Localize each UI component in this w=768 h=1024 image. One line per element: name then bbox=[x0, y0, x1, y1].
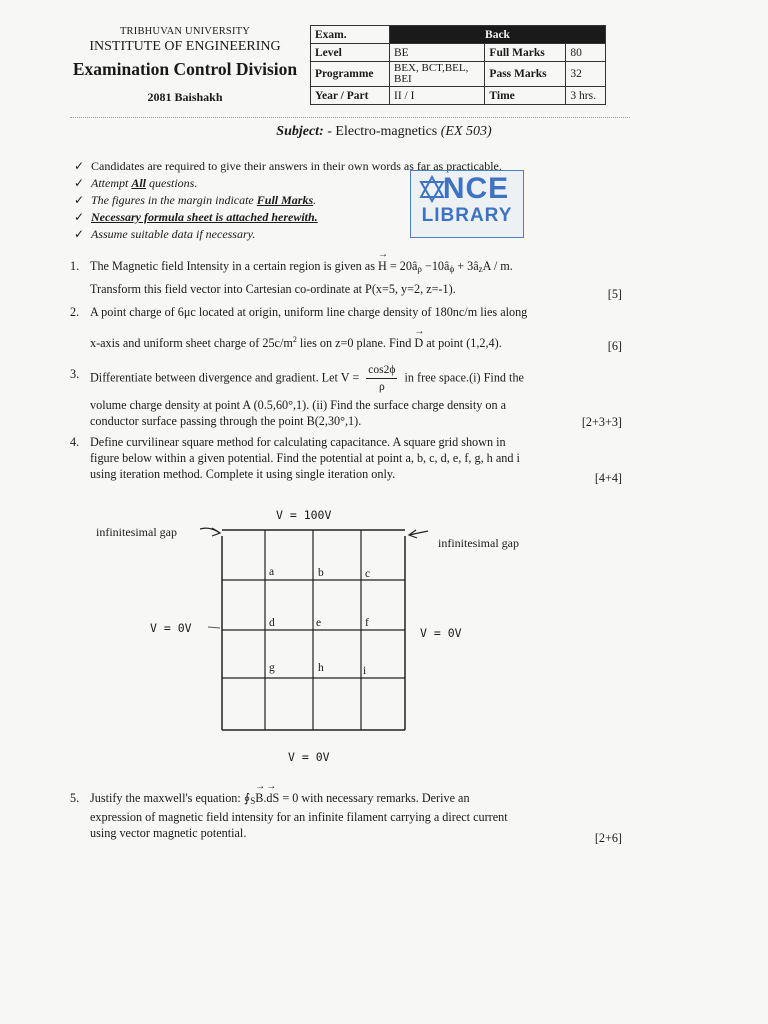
year-value: II / I bbox=[390, 87, 485, 105]
check-icon: ✓ bbox=[74, 159, 85, 173]
instruction-item: ✓ Assume suitable data if necessary. bbox=[74, 227, 256, 241]
subject-title: - Electro-magnetics bbox=[323, 124, 441, 139]
left-voltage-tick bbox=[208, 627, 220, 628]
question-number: 3. bbox=[70, 367, 80, 381]
stamp-bottom-text: LIBRARY bbox=[421, 205, 513, 226]
instruction-item: ✓ Attempt All questions. bbox=[74, 176, 198, 190]
instruction-item: ✓ Candidates are required to give their answers in their own words as far as practicable. bbox=[74, 159, 502, 173]
question-number: 1. bbox=[70, 259, 80, 273]
question-1: 1. The Magnetic field Intensity in a certain region is given as → $H = 20â_\rho$ $-10â_\phi$ + $3â_zA$ / m. Transform this field vector into Cartesian co-ordinate at P(x=5, y=2, z=-1). [5] bbox=[70, 258, 622, 297]
programme-value-1: BEX, BCT,BEL, bbox=[394, 62, 469, 74]
point-label: a bbox=[269, 566, 275, 578]
full-marks-value: 80 bbox=[566, 44, 606, 62]
grid-svg bbox=[0, 500, 768, 780]
programme-value-2: BEI bbox=[394, 73, 412, 85]
question-2: 2. A point charge of 6μc located at origin, uniform line charge density of 180nc/m lies along x-axis and uniform sheet charge of $25c/m^2$ lies on z=0 plane. Find → D at point (1,2,4). [6] bbox=[70, 304, 622, 351]
divider bbox=[70, 117, 630, 118]
subject-label: Subject: bbox=[276, 124, 324, 139]
year-label: Year / Part bbox=[311, 87, 390, 105]
subject-code: (EX 503) bbox=[440, 124, 492, 139]
point-label: e bbox=[316, 617, 322, 629]
gap-label-left: infinitesimal gap bbox=[96, 525, 177, 539]
check-icon: ✓ bbox=[74, 176, 85, 190]
marks: [2+3+3] bbox=[581, 415, 622, 429]
university-name: TRIBHUVAN UNIVERSITY bbox=[119, 26, 251, 37]
question-3: 3. Differentiate between divergence and gradient. Let V = $\frac{\cos 2\phi}{\rho}$ in free space.(i) Find the volume charge density at point A (0.5,60°,1). (ii) Find the surface charge density on a conductor surface passing through the point B(2,30°,1). [2+3+3] bbox=[70, 364, 622, 429]
time-label: Time bbox=[485, 87, 566, 105]
instruction-item: ✓ Necessary formula sheet is attached herewith. bbox=[74, 210, 318, 224]
point-label: b bbox=[318, 567, 324, 579]
top-voltage-label: V = 100V bbox=[276, 508, 332, 522]
point-label: g bbox=[269, 662, 275, 674]
stamp-top-text: NCE bbox=[442, 172, 510, 205]
check-icon: ✓ bbox=[74, 227, 85, 241]
exam-label: Exam. bbox=[311, 26, 390, 44]
right-voltage-label: V = 0V bbox=[420, 626, 462, 640]
bottom-voltage-label: V = 0V bbox=[288, 750, 330, 764]
exam-date: 2081 Baishakh bbox=[147, 90, 223, 104]
point-label: f bbox=[365, 617, 369, 629]
question-5: 5. Justify the maxwell's equation: $∮_S\to B\to .dS = 0$ with necessary remarks. Derive an expression of magnetic field intensity for an infinite filament carrying a direct current using vector magnetic potential. [2+6] bbox=[70, 790, 622, 841]
marks: [4+4] bbox=[594, 471, 622, 485]
library-stamp bbox=[410, 170, 524, 238]
arrow-left-head-icon bbox=[212, 528, 220, 536]
question-number: 4. bbox=[70, 435, 80, 449]
full-marks-label: Full Marks bbox=[485, 44, 566, 62]
exam-value: Back bbox=[390, 26, 606, 44]
time-value: 3 hrs. bbox=[566, 87, 606, 105]
check-icon: ✓ bbox=[74, 193, 85, 207]
point-label: h bbox=[318, 662, 324, 674]
exam-info-table bbox=[310, 25, 606, 105]
programme-label: Programme bbox=[311, 62, 390, 87]
pass-marks-value: 32 bbox=[566, 62, 606, 87]
question-number: 5. bbox=[70, 791, 80, 805]
marks: [6] bbox=[607, 339, 622, 353]
division-name: Examination Control Division bbox=[72, 59, 298, 79]
programme-value bbox=[390, 62, 485, 87]
question-4: 4. Define curvilinear square method for calculating capacitance. A square grid shown in figure below within a given potential. Find the potential at point a, b, c, d, e, f, g, h and i using iteration method. Complete it using single iteration only. [4+4] bbox=[70, 435, 622, 485]
level-value: BE bbox=[390, 44, 485, 62]
header-institution bbox=[60, 26, 310, 105]
point-label: c bbox=[365, 568, 371, 580]
pass-marks-label: Pass Marks bbox=[485, 62, 566, 87]
subject-line bbox=[0, 124, 768, 140]
gap-label-right: infinitesimal gap bbox=[438, 536, 519, 550]
institute-name: INSTITUTE OF ENGINEERING bbox=[89, 39, 281, 54]
fraction: $\frac{\cos 2\phi}{\rho}$ bbox=[368, 364, 396, 393]
instruction-item: ✓ The figures in the margin indicate Full Marks. bbox=[74, 193, 317, 207]
marks: [2+6] bbox=[594, 831, 622, 845]
check-icon: ✓ bbox=[74, 210, 85, 224]
left-voltage-label: V = 0V bbox=[150, 621, 192, 635]
point-label: i bbox=[363, 665, 367, 677]
star-icon bbox=[417, 175, 447, 203]
question-number: 2. bbox=[70, 305, 80, 319]
point-label: d bbox=[269, 617, 275, 629]
level-label: Level bbox=[311, 44, 390, 62]
potential-grid-figure bbox=[0, 500, 768, 780]
marks: [5] bbox=[607, 287, 622, 301]
